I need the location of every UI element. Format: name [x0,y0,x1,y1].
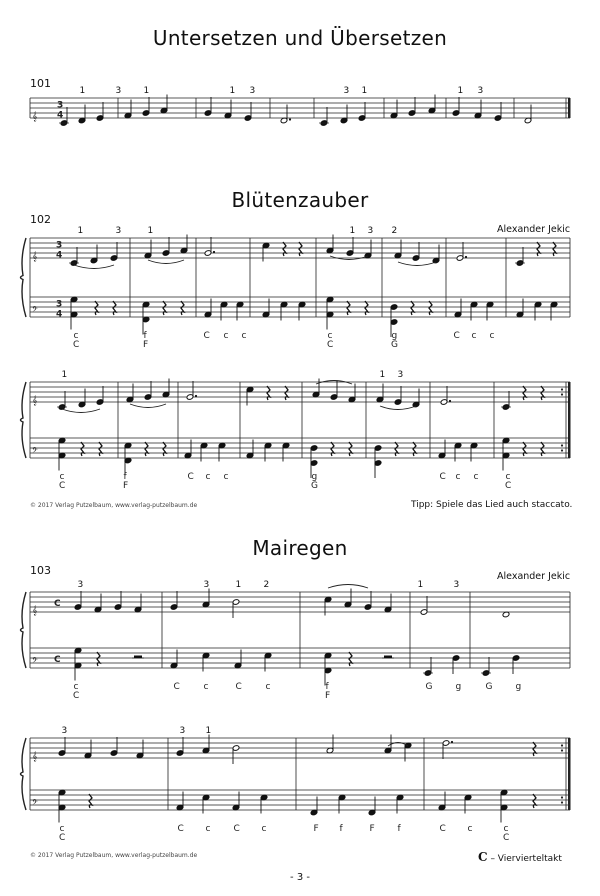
chord-label: g [391,331,398,341]
quarter-rest [429,301,432,315]
chord-label: C [439,472,446,482]
fingering-number: 3 [477,86,484,96]
chord-label: c [223,331,229,341]
fingering-number: 3 [203,580,210,590]
chord-label: c [73,682,79,692]
chord-label: c [489,331,495,341]
slur [398,262,436,266]
dot [449,400,451,402]
slur [130,404,166,408]
fingering-number: 3 [61,726,68,736]
fingering-number: 2 [263,580,270,590]
repeat-dot [561,796,563,798]
brace [21,382,27,458]
quarter-rest [523,386,526,400]
quarter-rest [145,442,148,456]
bass-clef: 𝄢 [32,447,38,457]
quarter-rest [97,652,100,666]
piece-title-101: Untersetzen und Übersetzen [152,26,448,50]
fingering-number: 3 [179,726,186,736]
chord-label: G [425,682,433,692]
chord-label-bass: G [311,481,318,491]
quarter-rest [553,242,556,256]
bass-clef: 𝄢 [32,657,38,667]
chord-label: c [473,472,479,482]
half-rest [134,656,142,659]
quarter-rest [331,442,334,456]
chord-label: f [397,824,401,834]
piece-title-102: Blütenzauber [231,188,369,212]
chord-label: f [339,824,343,834]
legend-text: – Viervierteltakt [490,854,562,864]
chord-label: g [455,682,462,692]
fingering-number: 1 [417,580,424,590]
half-rest [384,656,392,659]
dot [465,256,467,258]
chord-label-bass: C [73,340,80,350]
fingering-number: 1 [349,226,356,236]
chord-label-bass: C [327,340,334,350]
chord-label: G [485,682,493,692]
fingering-number: 1 [77,226,84,236]
chord-label: c [455,472,461,482]
chord-label: c [223,472,229,482]
quarter-rest [349,652,352,666]
chord-label: c [59,824,65,834]
brace [21,592,27,668]
chord-label: c [205,472,211,482]
treble-clef: 𝄞 [32,396,38,406]
chord-label: C [203,331,210,341]
chord-label: c [505,472,511,482]
chord-label: C [177,824,184,834]
piece-title-103: Mairegen [252,536,348,560]
composer-102: Alexander Jekic [497,224,571,235]
tip-text: Tipp: Spiele das Lied auch staccato. [411,500,573,510]
fingering-number: 1 [361,86,368,96]
chord-label: C [453,331,460,341]
composer-103: Alexander Jekic [497,571,571,582]
system-102b-bass [30,438,570,458]
time-signature-top: 3 [56,240,63,251]
treble-clef: 𝄞 [32,252,38,262]
chord-label-bass: F [143,340,149,350]
brace [21,738,27,810]
quarter-rest [181,301,184,315]
fingering-number: 3 [453,580,460,590]
fingering-number: 1 [457,86,464,96]
chord-label: f [123,472,127,482]
chord-label: C [187,472,194,482]
chord-label: c [205,824,211,834]
quarter-rest [395,442,398,456]
time-signature-top: 3 [57,100,64,111]
chord-label: F [313,824,319,834]
quarter-rest [113,301,116,315]
quarter-rest [95,301,98,315]
brace [21,238,27,317]
repeat-dot [561,444,563,446]
treble-clef: 𝄞 [32,112,38,122]
quarter-rest [365,301,368,315]
piece-number-103: 103 [30,564,51,577]
chord-label: c [241,331,247,341]
chord-label: f [143,331,147,341]
copyright-102: © 2017 Verlag Putzelbaum, www.verlag-putzelbaum.de [30,502,198,509]
fingering-number: 1 [205,726,212,736]
repeat-dot [561,744,563,746]
chord-label: F [369,824,375,834]
chord-label: f [325,682,329,692]
final-barline [568,738,571,810]
quarter-rest [163,442,166,456]
fingering-number: 1 [61,370,68,380]
treble-clef: 𝄞 [32,752,38,762]
fingering-number: 3 [77,580,84,590]
chord-label: c [59,472,65,482]
fingering-number: 3 [115,86,122,96]
chord-label-bass: C [505,481,512,491]
common-time-symbol: C [478,850,488,864]
repeat-dot [561,388,563,390]
chord-label: g [515,682,522,692]
quarter-rest [81,442,84,456]
slur [148,260,184,264]
final-barline [568,382,571,458]
time-signature-bottom: 4 [57,110,64,121]
quarter-rest [285,386,288,400]
chord-label: c [327,331,333,341]
fingering-number: 1 [143,86,150,96]
chord-label: c [503,824,509,834]
quarter-rest [411,301,414,315]
chord-label: c [261,824,267,834]
dot [451,741,453,743]
chord-label-bass: C [73,691,80,701]
repeat-dot [561,801,563,803]
quarter-rest [541,442,544,456]
time-signature-top: 3 [56,299,63,310]
chord-label: c [203,682,209,692]
slur [380,406,416,410]
chord-label-bass: F [325,691,331,701]
chord-label: C [233,824,240,834]
time-signature-bottom: 4 [56,250,63,261]
quarter-rest [89,794,92,808]
repeat-dot [561,449,563,451]
chord-label: c [471,331,477,341]
staff-101 [30,98,570,118]
quarter-rest [541,386,544,400]
chord-label-bass: C [503,833,510,843]
fingering-number: 3 [249,86,256,96]
chord-label: c [265,682,271,692]
piece-number-102: 102 [30,213,51,226]
piece-number-101: 101 [30,77,51,90]
chord-label: C [439,824,446,834]
quarter-rest [349,442,352,456]
quarter-rest [299,242,302,256]
chord-label: g [311,472,318,482]
quarter-rest [523,442,526,456]
time-signature-bottom: 4 [56,309,63,320]
quarter-rest [537,242,540,256]
fingering-number: 3 [115,226,122,236]
dot [289,118,291,120]
bass-clef: 𝄢 [32,306,38,316]
repeat-dot [561,749,563,751]
repeat-dot [561,393,563,395]
chord-label: c [73,331,79,341]
quarter-rest [283,242,286,256]
fingering-number: 3 [367,226,374,236]
page-number: - 3 - [290,872,310,883]
chord-label: C [235,682,242,692]
quarter-rest [267,386,270,400]
fingering-number: 1 [147,226,154,236]
slur [74,265,114,269]
fingering-number: 3 [397,370,404,380]
quarter-rest [533,742,536,756]
time-signature: C [54,655,61,665]
quarter-rest [99,442,102,456]
final-barline [568,98,571,118]
time-signature: C [54,599,61,609]
chord-label-bass: F [123,481,129,491]
chord-label-bass: C [59,481,66,491]
fingering-number: 1 [379,370,386,380]
copyright-103: © 2017 Verlag Putzelbaum, www.verlag-putzelbaum.de [30,852,198,859]
fingering-number: 3 [343,86,350,96]
dot [195,395,197,397]
fingering-number: 1 [235,580,242,590]
dot [213,251,215,253]
bass-clef: 𝄢 [32,799,38,809]
quarter-rest [163,301,166,315]
chord-label: c [467,824,473,834]
system-103b-bass [30,790,570,810]
slur [328,585,368,589]
quarter-rest [347,301,350,315]
quarter-rest [533,794,536,808]
chord-label-bass: G [391,340,398,350]
fingering-number: 2 [391,226,398,236]
chord-label-bass: C [59,833,66,843]
fingering-number: 1 [79,86,86,96]
fingering-number: 1 [229,86,236,96]
slur [62,409,100,413]
treble-clef: 𝄞 [32,606,38,616]
system-102b-treble [30,382,570,402]
quarter-rest [413,442,416,456]
chord-label: C [173,682,180,692]
